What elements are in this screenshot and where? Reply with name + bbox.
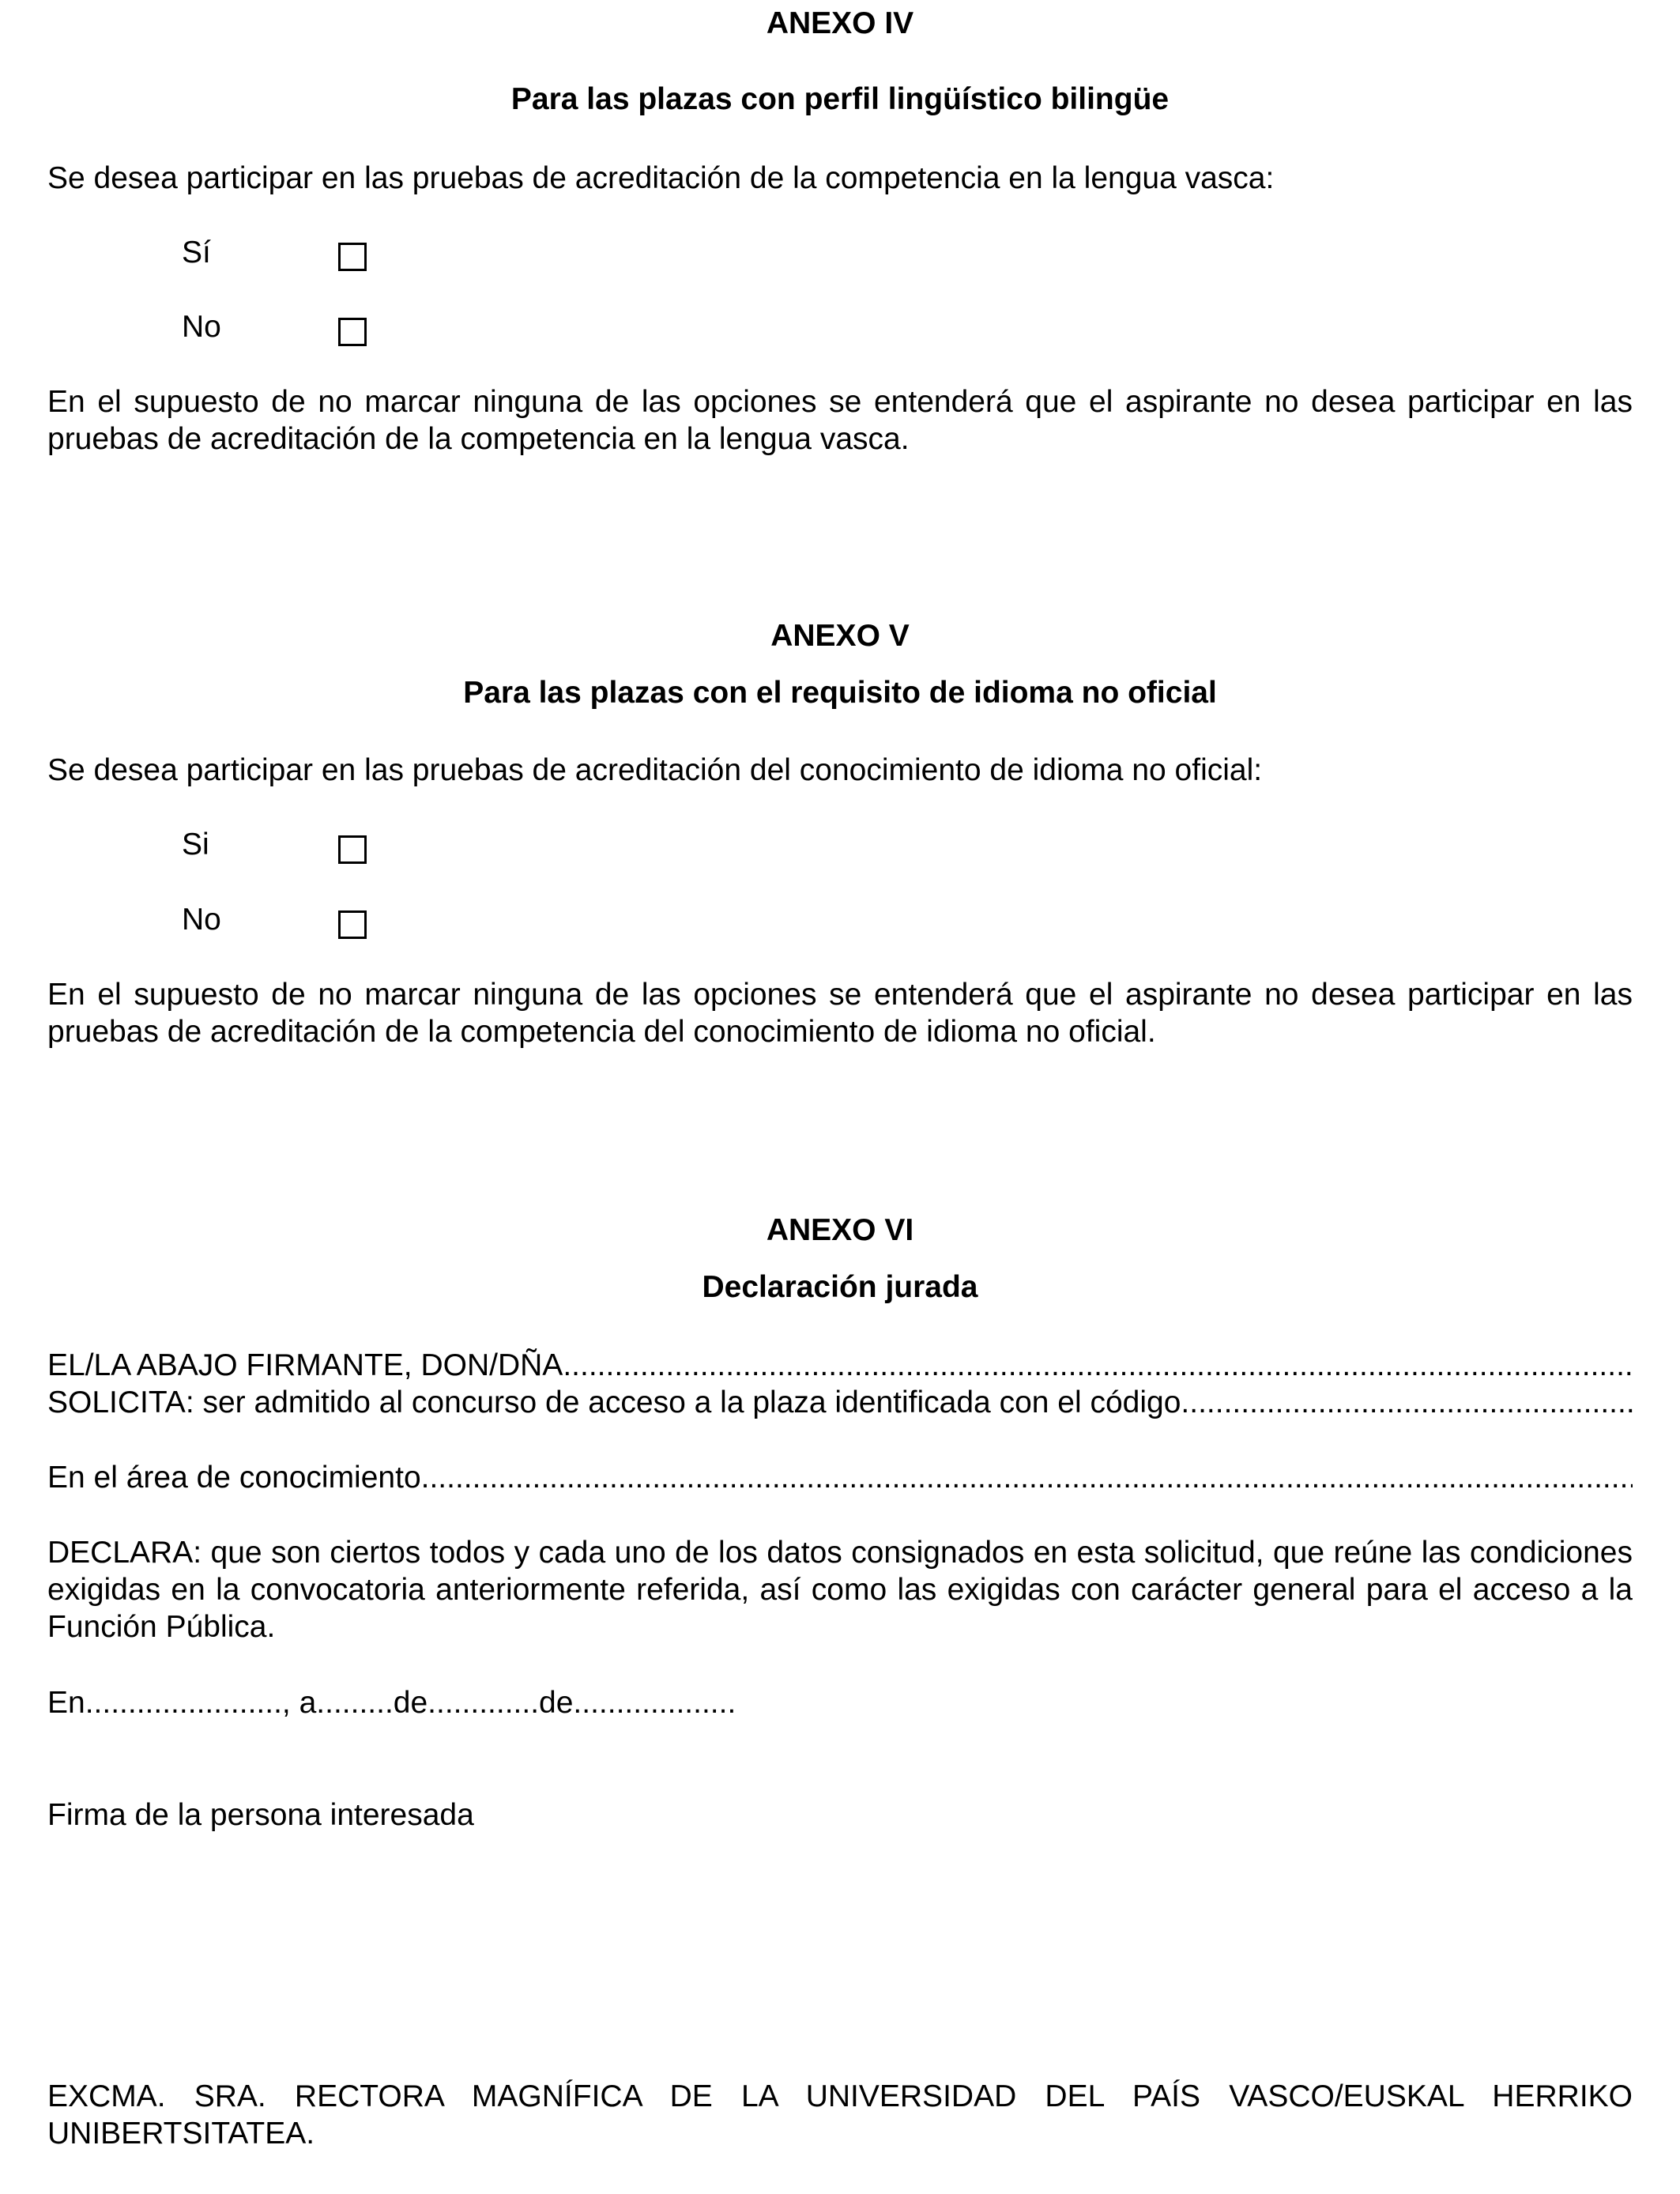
solicita-label: SOLICITA: ser admitido al concurso de acceso a la plaza identificada con el código. [47,1385,1190,1419]
solicita-dots [1189,1384,1633,1421]
anexo-iv-option-no-label: No [182,310,221,344]
firmante-dots [571,1347,1633,1384]
anexo-v-option-no-label: No [182,903,221,937]
firmante-label: EL/LA ABAJO FIRMANTE, DON/DÑA. [47,1348,572,1382]
anexo-iv-yes-checkbox[interactable] [338,243,367,271]
area-line[interactable] [47,1459,1633,1496]
area-dots [429,1459,1633,1496]
addressee: EXCMA. SRA. RECTORA MAGNÍFICA DE LA UNIVERSIDAD DEL PAÍS VASCO/EUSKAL HERRIKO UNIBERTSITATEA. [47,2079,1633,2151]
anexo-v-question: Se desea participar en las pruebas de acreditación del conocimiento de idioma no oficial: [47,753,1263,787]
anexo-iv-option-yes-label: Sí [182,236,211,270]
anexo-iv-no-checkbox[interactable] [338,318,367,346]
anexo-v-note: En el supuesto de no marcar ninguna de las opciones se entenderá que el aspirante no desea participar en las pruebas de acreditación de la competencia del conocimiento de idioma no oficial. [47,978,1633,1049]
anexo-v-yes-checkbox[interactable] [338,835,367,864]
firmante-line[interactable] [47,1347,1633,1384]
anexo-iv-subtitle: Para las plazas con perfil lingüístico bilingüe [510,82,1170,116]
anexo-iv-note: En el supuesto de no marcar ninguna de las opciones se entenderá que el aspirante no desea participar en las pruebas de acreditación de la competencia en la lengua vasca. [47,385,1633,456]
anexo-v-no-checkbox[interactable] [338,910,367,939]
date-line[interactable]: En......................., a.........de.............de................... [47,1686,736,1720]
anexo-iv-title: ANEXO IV [766,6,914,40]
anexo-v-option-yes-label: Si [182,827,209,861]
signature-label: Firma de la persona interesada [47,1798,474,1832]
anexo-iv-question: Se desea participar en las pruebas de acreditación de la competencia en la lengua vasca: [47,161,1275,195]
anexo-vi-title: ANEXO VI [766,1213,914,1247]
anexo-vi-subtitle: Declaración jurada [702,1270,978,1304]
declara-paragraph: DECLARA: que son ciertos todos y cada uno de los datos consignados en esta solicitud, que reúne las condiciones exigidas en la convocatoria anteriormente referida, así como las exigidas con carácter general para el acceso a la Función Pública. [47,1536,1633,1644]
anexo-v-subtitle: Para las plazas con el requisito de idioma no oficial [463,676,1217,710]
anexo-v-title: ANEXO V [770,619,910,653]
area-label: En el área de conocimiento. [47,1461,430,1495]
solicita-line[interactable] [47,1384,1633,1421]
